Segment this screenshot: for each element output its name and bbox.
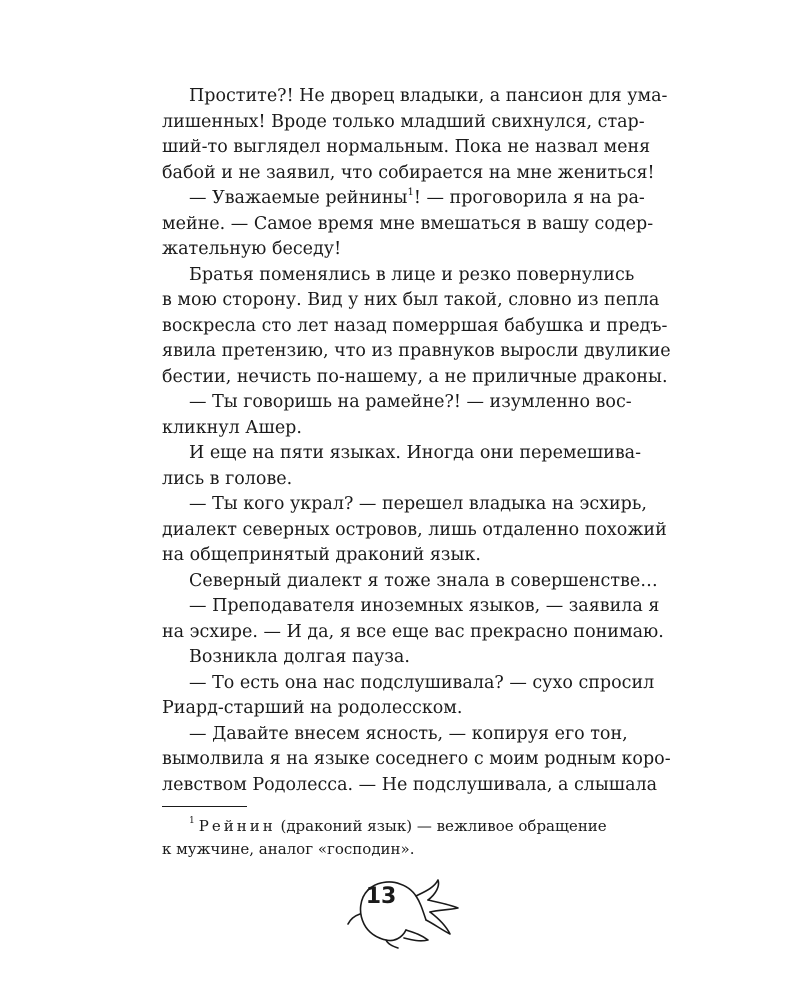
text-line <box>162 773 658 799</box>
footnote-definition: (драконий язык) — вежливое обращение <box>275 817 607 835</box>
text-line <box>162 518 667 544</box>
text-line <box>162 696 605 722</box>
text-line-content: — Преподавателя иноземных языков, — заявила я <box>189 596 660 616</box>
text-line <box>162 543 605 569</box>
text-line <box>162 594 660 620</box>
text-line-content: жательную беседу! <box>162 239 342 259</box>
dragon-claw-icon <box>346 868 466 950</box>
text-line-content: на эсхире. — И да, я все еще вас прекрасно понимаю. <box>162 621 664 642</box>
text-line <box>162 110 645 136</box>
text-line <box>162 620 664 646</box>
text-line <box>162 569 658 595</box>
text-line-content: в мою сторону. Вид у них был такой, словно из пепла <box>162 290 660 310</box>
footnote <box>162 815 605 861</box>
footnote-reference: 1 <box>407 187 414 198</box>
page-number-ornament <box>346 868 466 950</box>
text-line-content: явила претензию, что из правнуков выросли двуликие <box>162 341 671 361</box>
text-line-content: Простите?! Не дворец владыки, а пансион для ума- <box>189 86 668 106</box>
text-line-content: Братья поменялись в лице и резко повернулись <box>189 264 635 285</box>
text-line-content: ший-то выглядел нормальным. Пока не назвал меня <box>162 137 651 157</box>
text-line <box>162 467 605 493</box>
text-line-content: на общепринятый драконий язык. <box>162 545 481 565</box>
text-line <box>162 492 647 518</box>
text-line-content: бестии, нечисть по-нашему, а не приличные драконы. <box>162 366 668 387</box>
text-line <box>162 237 605 263</box>
text-line <box>162 84 668 110</box>
text-line <box>162 747 671 773</box>
text-line-content: ! — проговорила я на ра- <box>413 188 645 208</box>
text-line <box>162 135 651 161</box>
text-line-content: Возникла долгая пауза. <box>189 647 410 667</box>
footnote-mark: 1 <box>189 816 195 826</box>
text-line <box>162 645 605 671</box>
text-line-content: воскресла сто лет назад померршая бабушка и предъ- <box>162 315 668 336</box>
text-line-content: И еще на пяти языках. Иногда они перемешива- <box>189 443 642 463</box>
text-line-content: мейне. — Самое время мне вмешаться в вашу содер- <box>162 213 654 234</box>
text-line <box>162 186 645 212</box>
text-line <box>162 161 655 187</box>
text-line <box>162 314 668 340</box>
text-line <box>162 722 628 748</box>
main-text <box>162 84 671 798</box>
text-line-content: — Уважаемые рейнины <box>189 188 408 208</box>
footnote-line-2: к мужчине, аналог «господин». <box>162 840 415 858</box>
footnote-line-1 <box>162 815 605 838</box>
text-line <box>162 671 655 697</box>
text-line <box>162 416 605 442</box>
text-line-content: бабой и не заявил, что собирается на мне жениться! <box>162 162 655 183</box>
text-line <box>162 339 671 365</box>
text-line-content: — Давайте внесем ясность, — копируя его тон, <box>189 723 628 744</box>
text-line <box>162 288 660 314</box>
text-line-content: — Ты кого украл? — перешел владыка на эсхирь, <box>189 494 647 514</box>
text-line-content: лись в голове. <box>162 468 293 489</box>
text-line-content: Риард-старший на родолесском. <box>162 698 463 718</box>
text-line-content: вымолвила я на языке соседнего с моим родным коро- <box>162 749 671 769</box>
page-number: 13 <box>365 884 397 909</box>
text-line-content: левством Родолесса. — Не подслушивала, а слышала <box>162 774 658 795</box>
text-line-content: — Ты говоришь на рамейне?! — изумленно вос- <box>189 392 632 412</box>
footnote-divider <box>162 806 247 807</box>
text-line-content: — То есть она нас подслушивала? — сухо спросил <box>189 672 655 693</box>
text-line-content: лишенных! Вроде только младший свихнулся, стар- <box>162 111 645 132</box>
text-line <box>162 212 654 238</box>
text-line <box>162 263 635 289</box>
footnote-term: Рейнин <box>198 817 276 835</box>
text-line <box>162 390 632 416</box>
text-line-content: кликнул Ашер. <box>162 417 302 438</box>
text-line <box>162 441 642 467</box>
text-line <box>162 365 668 391</box>
text-line-content: Северный диалект я тоже знала в совершенстве… <box>189 570 658 591</box>
text-line-content: диалект северных островов, лишь отдаленно похожий <box>162 519 667 540</box>
